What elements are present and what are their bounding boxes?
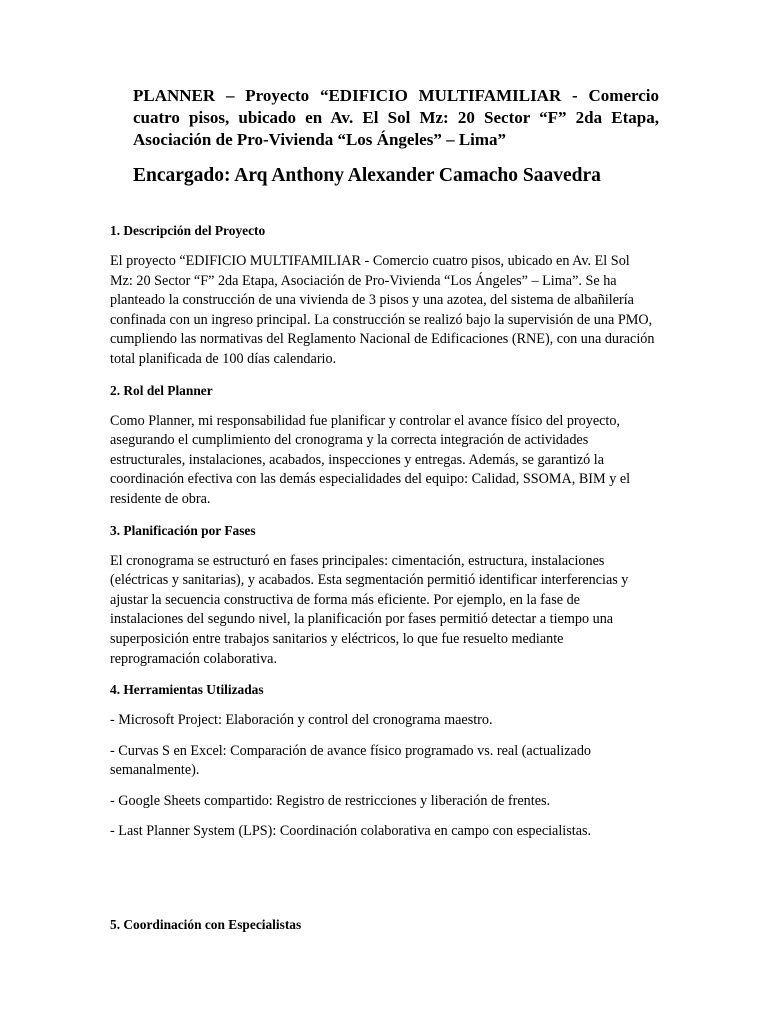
section-heading-tools: 4. Herramientas Utilizadas xyxy=(110,682,264,698)
document-title: PLANNER – Proyecto “EDIFICIO MULTIFAMILIAR - Comercio cuatro pisos, ubicado en Av. El Sol Mz: 20 Sector “F” 2da Etapa, Asociación de Pro-Vivienda “Los Ángeles” – Lima” xyxy=(133,86,659,149)
section-heading-description: 1. Descripción del Proyecto xyxy=(110,223,266,238)
tool-item-google-sheets: - Google Sheets compartido: Registro de restricciones y liberación de frentes. xyxy=(110,792,551,809)
tool-item-last-planner: - Last Planner System (LPS): Coordinación colaborativa en campo con especialistas. xyxy=(110,823,592,840)
tool-item-s-curves: - Curvas S en Excel: Comparación de avance físico programado vs. real (actualizado semanalmente). xyxy=(110,742,592,779)
section-body-planning: El cronograma se estructuró en fases principales: cimentación, estructura, instalaciones (eléctricas y sanitarias), y acabados. Esta segmentación permitió identificar interferencias y ajustar la secuencia constructiva de forma más eficiente. Por ejemplo, en la fase de instalaciones del segundo nivel, la planificación por fases permitió detectar a tiempo una superposición entre trabajos sanitarios y eléctricos, lo que fue resuelto mediante reprogramación colaborativa. xyxy=(110,552,629,667)
section-heading-role: 2. Rol del Planner xyxy=(110,382,213,398)
section-heading-planning: 3. Planificación por Fases xyxy=(110,522,256,538)
project-manager: Encargado: Arq Anthony Alexander Camacho Saavedra xyxy=(133,165,601,186)
title-block xyxy=(133,85,659,189)
section-heading-coordination: 5. Coordinación con Especialistas xyxy=(110,917,302,933)
section-body-role: Como Planner, mi responsabilidad fue planificar y controlar el avance físico del proyecto, asegurando el cumplimiento del cronograma y la correcta integración de actividades estructurales, instalaciones, acabados, inspecciones y entregas. Además, se garantizó la coordinación efectiva con las demás especialidades del equipo: Calidad, SSOMA, BIM y el residente de obra. xyxy=(110,412,631,507)
tool-item-ms-project: - Microsoft Project: Elaboración y control del cronograma maestro. xyxy=(110,712,493,729)
document-body xyxy=(110,221,655,935)
section-body-description: El proyecto “EDIFICIO MULTIFAMILIAR - Comercio cuatro pisos, ubicado en Av. El Sol Mz: 20 Sector “F” 2da Etapa, Asociación de Pro-Vivienda “Los Ángeles” – Lima”. Se ha planteado la construcción de una vivienda de 3 pisos y una azotea, del sistema de albañilería confinada con un ingreso principal. La construcción se realizó bajo la supervisión de una PMO, cumpliendo las normativas del Reglamento Nacional de Edificaciones (RNE), con una duración total planificada de 100 días calendario. xyxy=(110,253,655,367)
